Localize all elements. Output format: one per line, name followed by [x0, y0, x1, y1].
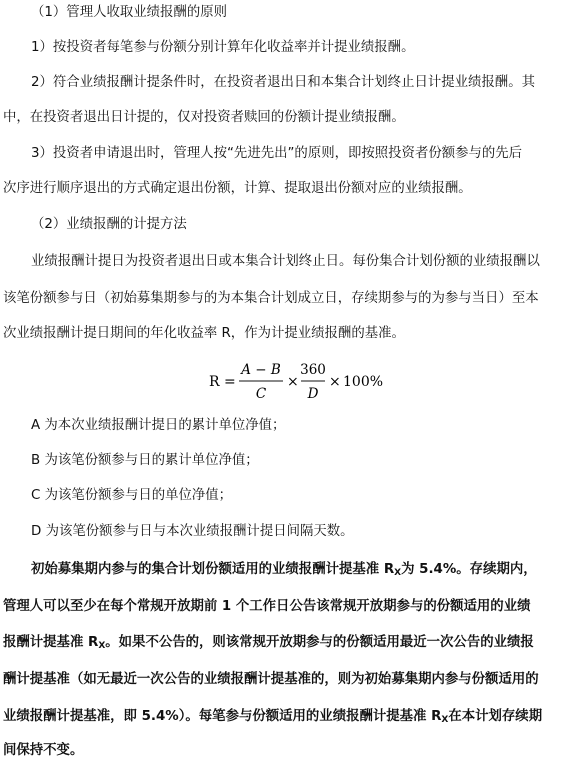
- s1-paragraph-2-line-2: 中，在投资者退出日计提的，仅对投资者赎回的份额计提业绩报酬。: [3, 110, 405, 125]
- s1-paragraph-3-line-1: 3）投资者申请退出时，管理人按“先进先出”的原则，即按照投资者份额参与的先后: [31, 146, 523, 161]
- bold-paragraph-line-6: 间保持不变。: [3, 743, 84, 758]
- formula-denominator: C: [255, 386, 267, 402]
- bold-line-3-part-a: 报酬计提基准 R: [3, 635, 99, 650]
- definition-c: C 为该笔份额参与日的单位净值；: [31, 488, 233, 503]
- formula-percent: 100%: [343, 374, 384, 390]
- formula-numerator: A − B: [241, 362, 281, 378]
- bold-line-5-part-b: 在本计划存续期: [448, 709, 543, 724]
- s1-paragraph-2-line-1: 2）符合业绩报酬计提条件时，在投资者退出日和本集合计划终止日计提业绩报酬。其: [31, 75, 535, 90]
- section-1-heading: （1）管理人收取业绩报酬的原则: [31, 5, 227, 20]
- subscript-x-2: X: [98, 641, 106, 651]
- formula-frac2-denominator: D: [307, 386, 319, 402]
- s1-paragraph-1: 1）按投资者每笔参与份额分别计算年化收益率并计提业绩报酬。: [31, 40, 415, 55]
- subscript-x-3: X: [441, 715, 449, 725]
- s1-paragraph-3-line-2: 次序进行顺序退出的方式确定退出份额，计算、提取退出份额对应的业绩报酬。: [3, 181, 472, 196]
- definition-b: B 为该笔份额参与日的累计单位净值；: [31, 453, 259, 468]
- bold-paragraph-line-2: 管理人可以至少在每个常规开放期前 1 个工作日公告该常规开放期参与的份额适用的业绩: [3, 599, 531, 614]
- definition-a: A 为本次业绩报酬计提日的累计单位净值；: [31, 418, 286, 433]
- formula-lhs: R =: [209, 374, 236, 390]
- s2-paragraph-1-line-1: 业绩报酬计提日为投资者退出日或本集合计划终止日。每份集合计划份额的业绩报酬以: [31, 254, 540, 269]
- formula-times-1: ×: [287, 374, 299, 390]
- bold-paragraph-line-4: 酬计提基准（如无最近一次公告的业绩报酬计提基准的，则为初始募集期内参与份额适用的: [3, 672, 539, 687]
- formula-frac2-numerator: 360: [300, 362, 326, 378]
- s2-paragraph-1-line-2: 该笔份额参与日（初始募集期参与的为本集合计划成立日，存续期参与的为参与当日）至本: [3, 291, 539, 306]
- formula-svg: [209, 358, 399, 406]
- subscript-x-1: X: [394, 568, 402, 578]
- bold-paragraph-line-3: [3, 633, 534, 656]
- bold-paragraph-line-1: [31, 560, 537, 583]
- definition-d: D 为该笔份额参与日与本次业绩报酬计提日间隔天数。: [31, 524, 354, 539]
- bold-line-5-part-a: 业绩报酬计提基准，即 5.4%）。每笔参与份额适用的业绩报酬计提基准 R: [3, 709, 442, 724]
- formula-block: [209, 358, 399, 406]
- bold-line-1-part-a: 初始募集期内参与的集合计划份额适用的业绩报酬计提基准 R: [31, 562, 395, 577]
- bold-line-1-part-b: 为 5.4%。存续期内，: [401, 562, 537, 577]
- bold-paragraph-line-5: [3, 707, 542, 730]
- formula-times-2: ×: [329, 374, 341, 390]
- section-2-heading: （2）业绩报酬的计提方法: [31, 217, 187, 232]
- bold-line-3-part-b: 。如果不公告的，则该常规开放期参与的份额适用最近一次公告的业绩报: [105, 635, 534, 650]
- s2-paragraph-1-line-3: 次业绩报酬计提日期间的年化收益率 R，作为计提业绩报酬的基准。: [3, 326, 405, 341]
